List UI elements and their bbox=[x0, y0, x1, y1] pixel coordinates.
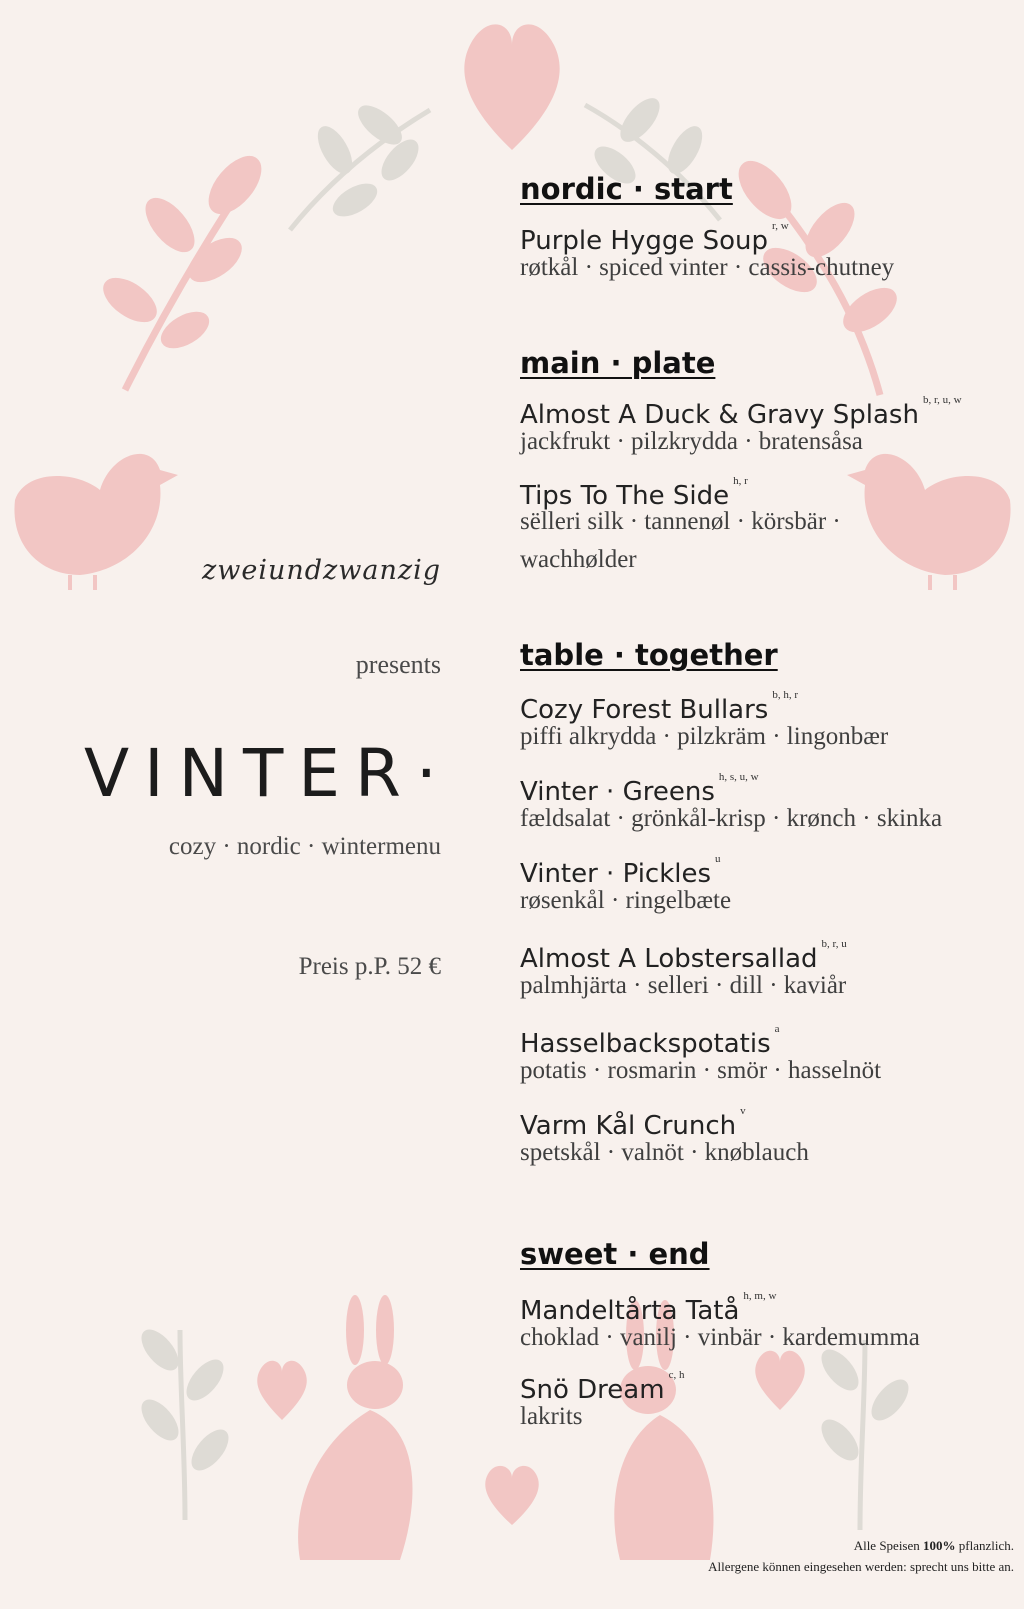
leaf-branch-icon bbox=[135, 1324, 234, 1520]
menu-title: VINTER· bbox=[84, 735, 452, 812]
allergen-codes: r, w bbox=[771, 220, 789, 232]
allergen-codes: b, r, u, w bbox=[922, 394, 962, 406]
menu-item-name: Snö Dream $^{c, h}$ bbox=[520, 1369, 685, 1405]
menu-item-description: spetskål · valnöt · knøblauch bbox=[520, 1139, 809, 1166]
bird-icon bbox=[14, 454, 178, 590]
allergen-codes: u bbox=[715, 853, 721, 865]
heart-icon bbox=[755, 1351, 805, 1410]
menu-item-description: choklad · vanilj · vinbär · kardemumma bbox=[520, 1324, 920, 1351]
menu-item-name: Almost A Lobstersallad $^{b, r, u}$ bbox=[520, 938, 847, 974]
price-label: Preis p.P. 52 € bbox=[298, 953, 441, 980]
section-title: sweet · end bbox=[520, 1237, 710, 1271]
allergen-codes: c, h bbox=[668, 1369, 685, 1381]
heart-icon bbox=[257, 1361, 307, 1420]
menu-item-description: røtkål · spiced vinter · cassis-chutney bbox=[520, 254, 895, 281]
menu-item-name: Almost A Duck & Gravy Splash $^{b, r, u, w}$ bbox=[520, 394, 962, 430]
menu-item-description: palmhjärta · selleri · dill · kaviår bbox=[520, 972, 847, 999]
brand-name: zweiundzwanzig bbox=[202, 555, 441, 586]
heart-icon bbox=[485, 1466, 538, 1525]
leaf-branch-icon bbox=[96, 147, 270, 390]
leaf-branch-icon bbox=[290, 99, 430, 230]
footer-note-plant-based: Alle Speisen 100% pflanzlich. bbox=[853, 1538, 1014, 1553]
allergen-codes: b, r, u bbox=[821, 938, 847, 950]
section-title: table · together bbox=[520, 638, 778, 672]
menu-item-description: potatis · rosmarin · smör · hasselnöt bbox=[520, 1057, 882, 1084]
footer-note-allergens: Allergene können eingesehen werden: sprecht uns bitte an. bbox=[708, 1559, 1014, 1574]
menu-item-description: lakrits bbox=[520, 1403, 583, 1430]
allergen-codes: h, r bbox=[733, 475, 748, 487]
menu-subtitle: cozy · nordic · wintermenu bbox=[168, 833, 441, 860]
menu-item-name: Varm Kål Crunch $^v$ bbox=[520, 1105, 746, 1141]
menu-item-name: Purple Hygge Soup $^{r, w}$ bbox=[520, 220, 789, 256]
menu-item-description: piffi alkrydda · pilzkräm · lingonbær bbox=[520, 723, 889, 750]
menu-item-name: Vinter · Pickles $^u$ bbox=[520, 853, 721, 889]
menu-item-description: jackfrukt · pilzkrydda · bratensåsa bbox=[520, 428, 863, 455]
menu-item-name: Vinter · Greens $^{h, s, u, w}$ bbox=[520, 771, 759, 807]
section-title: main · plate bbox=[520, 346, 716, 380]
allergen-codes: h, s, u, w bbox=[718, 771, 759, 783]
menu-item-description: fældsalat · grönkål-krisp · krønch · skinka bbox=[520, 805, 943, 832]
menu-item-description: sëlleri silk · tannenøl · körsbär · wachhølder bbox=[520, 508, 841, 573]
heart-icon bbox=[464, 24, 559, 150]
menu-item-description: røsenkål · ringelbæte bbox=[520, 887, 732, 914]
allergen-codes: v bbox=[740, 1105, 746, 1117]
allergen-codes: h, m, w bbox=[743, 1290, 777, 1302]
allergen-codes: b, h, r bbox=[772, 689, 799, 701]
presents-label: presents bbox=[355, 650, 441, 679]
menu-item-name: Hasselbackspotatis $^a$ bbox=[520, 1023, 780, 1059]
section-title: nordic · start bbox=[520, 172, 733, 206]
menu-item-name: Cozy Forest Bullars $^{b, h, r}$ bbox=[520, 689, 799, 725]
menu-item-name: Tips To The Side $^{h, r}$ bbox=[520, 475, 748, 511]
rabbit-icon bbox=[298, 1295, 412, 1560]
allergen-codes: a bbox=[774, 1023, 780, 1035]
menu-item-name: Mandeltårta Tatå $^{h, m, w}$ bbox=[520, 1290, 777, 1326]
leaf-branch-icon bbox=[815, 1340, 914, 1530]
